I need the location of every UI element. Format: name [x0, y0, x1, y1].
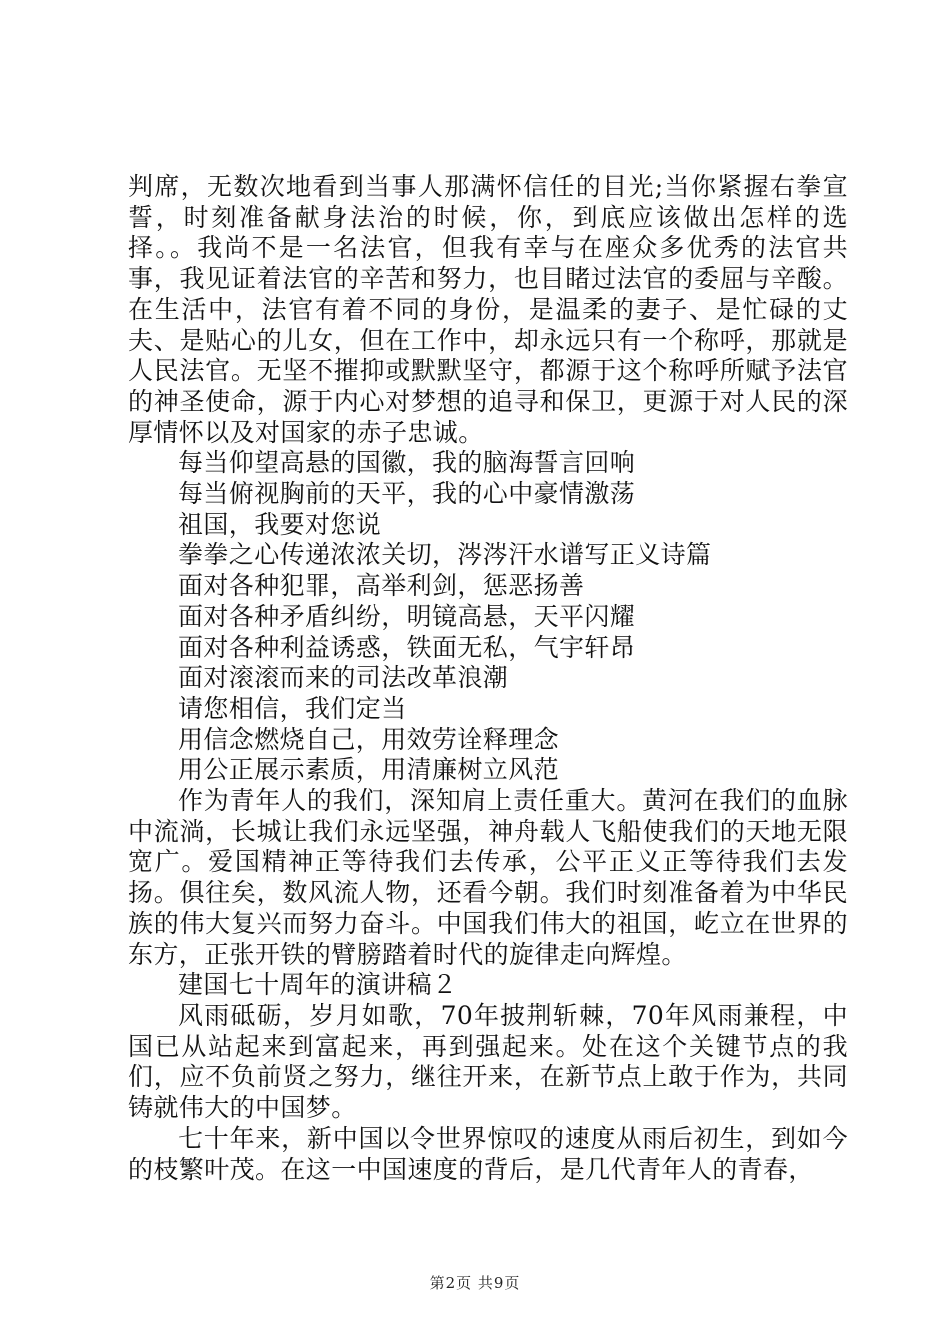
verse-line: 请您相信，我们定当 [178, 693, 407, 723]
section-paragraph: 风雨砥砺，岁月如歌，70年披荆斩棘，70年风雨兼程，中国已从站起来到富起来，再到强起来。处在这个关键节点的我们，应不负前贤之努力，继往开来，在新节点上敢于作为，共同铸就伟大的中国梦。 [128, 1000, 848, 1123]
verse-line: 面对滚滚而来的司法改革浪潮 [178, 663, 509, 693]
section-title: 建国七十周年的演讲稿２ [178, 970, 458, 1000]
verse-line: 每当俯视胸前的天平，我的心中豪情激荡 [178, 479, 636, 509]
verse-line: 拳拳之心传递浓浓关切，涔涔汗水谱写正义诗篇 [178, 540, 712, 570]
verse-line: 用公正展示素质，用清廉树立风范 [178, 755, 560, 785]
verse-line: 面对各种利益诱惑，铁面无私，气宇轩昂 [178, 632, 636, 662]
opening-paragraph: 判席，无数次地看到当事人那满怀信任的目光;当你紧握右拳宣誓，时刻准备献身法治的时候，你，到底应该做出怎样的选择。。我尚不是一名法官，但我有幸与在座众多优秀的法官共事，我见证着法官的辛苦和努力，也目睹过法官的委屈与辛酸。在生活中，法官有着不同的身份，是温柔的妻子、是忙碌的丈夫、是贴心的儿女，但在工作中，却永远只有一个称呼，那就是人民法官。无坚不摧抑或默默坚守，都源于这个称呼所赋予法官的神圣使命，源于内心对梦想的追寻和保卫，更源于对人民的深厚情怀以及对国家的赤子忠诚。 [128, 172, 848, 447]
page-number-footer: 第2页 共9页 [429, 1274, 521, 1292]
verse-block [128, 448, 848, 786]
verse-line: 面对各种矛盾纠纷，明镜高悬，天平闪耀 [178, 601, 636, 631]
verse-line: 用信念燃烧自己，用效劳诠释理念 [178, 724, 560, 754]
section-paragraph: 七十年来，新中国以令世界惊叹的速度从雨后初生，到如今的枝繁叶茂。在这一中国速度的背后，是几代青年人的青春， [128, 1123, 848, 1184]
verse-line: 面对各种犯罪，高举利剑，惩恶扬善 [178, 571, 585, 601]
verse-line: 祖国，我要对您说 [178, 509, 382, 539]
verse-line: 每当仰望高悬的国徽，我的脑海誓言回响 [178, 448, 636, 478]
document-body [128, 172, 848, 1185]
closing-paragraph: 作为青年人的我们，深知肩上责任重大。黄河在我们的血脉中流淌，长城让我们永远坚强，神舟载人飞船使我们的天地无限宽广。爱国精神正等待我们去传承，公平正义正等待我们去发扬。俱往矣，数风流人物，还看今朝。我们时刻准备着为中华民族的伟大复兴而努力奋斗。中国我们伟大的祖国，屹立在世界的东方，正张开铁的臂膀踏着时代的旋律走向辉煌。 [128, 786, 848, 969]
